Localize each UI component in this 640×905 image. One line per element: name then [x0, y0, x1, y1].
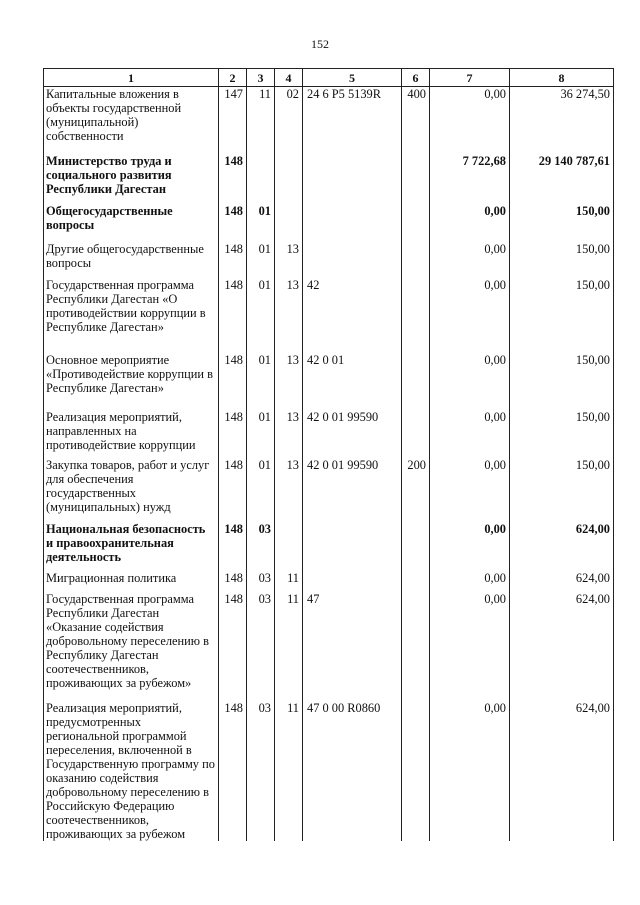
- table-row: [44, 204, 614, 242]
- table-row: [44, 701, 614, 841]
- table-body: [44, 87, 614, 841]
- cell-amount-8: 29 140 787,61: [510, 154, 614, 204]
- cell-subsection: 13: [275, 410, 303, 458]
- cell-name: Государственная программа Республики Дагестан «О противодействии коррупции в Республике Дагестан»: [44, 278, 219, 353]
- table-row: [44, 242, 614, 278]
- cell-expense-type: [402, 154, 430, 204]
- header-col-7: 7: [430, 69, 510, 87]
- table-row: [44, 410, 614, 458]
- cell-amount-8: 624,00: [510, 571, 614, 592]
- cell-name: Закупка товаров, работ и услуг для обеспечения государственных (муниципальных) нужд: [44, 458, 219, 522]
- table-row: [44, 458, 614, 522]
- cell-target-article: 47: [303, 592, 402, 701]
- cell-amount-7: 0,00: [430, 204, 510, 242]
- cell-admin-code: 148: [219, 154, 247, 204]
- cell-expense-type: [402, 522, 430, 571]
- cell-admin-code: 148: [219, 571, 247, 592]
- cell-name: Основное мероприятие «Противодействие коррупции в Республике Дагестан»: [44, 353, 219, 410]
- header-col-3: 3: [247, 69, 275, 87]
- cell-subsection: [275, 204, 303, 242]
- cell-amount-7: 0,00: [430, 278, 510, 353]
- cell-admin-code: 148: [219, 592, 247, 701]
- cell-name: Государственная программа Республики Дагестан «Оказание содействия добровольному переселению в Республику Дагестан соотечественников, проживающих за рубежом»: [44, 592, 219, 701]
- cell-target-article: [303, 204, 402, 242]
- cell-section: 01: [247, 458, 275, 522]
- cell-name: Реализация мероприятий, предусмотренных региональной программой переселения, включенной в Государственную программу по оказанию содействия добровольному переселению в Российскую Федерацию соотечественников, проживающих за рубежом: [44, 701, 219, 841]
- cell-admin-code: 148: [219, 458, 247, 522]
- cell-section: 01: [247, 204, 275, 242]
- cell-amount-8: 150,00: [510, 242, 614, 278]
- cell-amount-7: 0,00: [430, 458, 510, 522]
- cell-amount-8: 150,00: [510, 410, 614, 458]
- budget-table: [43, 68, 614, 841]
- cell-amount-8: 624,00: [510, 522, 614, 571]
- table-row: [44, 278, 614, 353]
- cell-amount-7: 0,00: [430, 701, 510, 841]
- cell-section: 03: [247, 571, 275, 592]
- page-number: 152: [311, 37, 329, 51]
- header-col-4: 4: [275, 69, 303, 87]
- header-col-8: 8: [510, 69, 614, 87]
- cell-amount-8: 624,00: [510, 592, 614, 701]
- header-col-2: 2: [219, 69, 247, 87]
- cell-target-article: 24 6 P5 5139R: [303, 87, 402, 154]
- cell-target-article: 47 0 00 R0860: [303, 701, 402, 841]
- table-row: [44, 592, 614, 701]
- cell-section: 03: [247, 522, 275, 571]
- cell-amount-8: 624,00: [510, 701, 614, 841]
- table-row: [44, 522, 614, 571]
- cell-amount-7: 0,00: [430, 522, 510, 571]
- table-row: [44, 571, 614, 592]
- cell-target-article: 42: [303, 278, 402, 353]
- header-col-1: 1: [44, 69, 219, 87]
- cell-target-article: 42 0 01 99590: [303, 458, 402, 522]
- cell-admin-code: 147: [219, 87, 247, 154]
- cell-target-article: [303, 522, 402, 571]
- cell-admin-code: 148: [219, 242, 247, 278]
- table-row: [44, 154, 614, 204]
- cell-amount-7: 0,00: [430, 242, 510, 278]
- cell-amount-8: 150,00: [510, 458, 614, 522]
- cell-amount-8: 150,00: [510, 204, 614, 242]
- cell-subsection: 13: [275, 278, 303, 353]
- cell-amount-8: 36 274,50: [510, 87, 614, 154]
- cell-section: 01: [247, 242, 275, 278]
- cell-admin-code: 148: [219, 522, 247, 571]
- cell-amount-7: 0,00: [430, 571, 510, 592]
- cell-section: [247, 154, 275, 204]
- cell-admin-code: 148: [219, 410, 247, 458]
- header-col-6: 6: [402, 69, 430, 87]
- cell-section: 01: [247, 353, 275, 410]
- cell-section: 01: [247, 278, 275, 353]
- table-row: [44, 87, 614, 154]
- cell-expense-type: [402, 592, 430, 701]
- cell-target-article: 42 0 01 99590: [303, 410, 402, 458]
- cell-expense-type: [402, 701, 430, 841]
- cell-expense-type: [402, 410, 430, 458]
- cell-name: Министерство труда и социального развития Республики Дагестан: [44, 154, 219, 204]
- header-col-5: 5: [303, 69, 402, 87]
- cell-target-article: [303, 571, 402, 592]
- cell-section: 11: [247, 87, 275, 154]
- cell-subsection: [275, 154, 303, 204]
- cell-amount-7: 0,00: [430, 592, 510, 701]
- cell-admin-code: 148: [219, 204, 247, 242]
- cell-amount-7: 0,00: [430, 410, 510, 458]
- cell-subsection: [275, 522, 303, 571]
- cell-expense-type: 200: [402, 458, 430, 522]
- cell-name: Общегосударственные вопросы: [44, 204, 219, 242]
- cell-subsection: 02: [275, 87, 303, 154]
- table-header: [44, 69, 614, 87]
- cell-name: Миграционная политика: [44, 571, 219, 592]
- cell-section: 03: [247, 701, 275, 841]
- cell-subsection: 13: [275, 458, 303, 522]
- cell-amount-8: 150,00: [510, 353, 614, 410]
- cell-amount-8: 150,00: [510, 278, 614, 353]
- cell-admin-code: 148: [219, 278, 247, 353]
- cell-section: 03: [247, 592, 275, 701]
- cell-amount-7: 0,00: [430, 353, 510, 410]
- cell-name: Национальная безопасность и правоохранительная деятельность: [44, 522, 219, 571]
- cell-name: Реализация мероприятий, направленных на противодействие коррупции: [44, 410, 219, 458]
- cell-name: Другие общегосударственные вопросы: [44, 242, 219, 278]
- cell-subsection: 11: [275, 701, 303, 841]
- cell-expense-type: [402, 571, 430, 592]
- cell-expense-type: [402, 242, 430, 278]
- cell-subsection: 11: [275, 571, 303, 592]
- cell-target-article: 42 0 01: [303, 353, 402, 410]
- cell-admin-code: 148: [219, 701, 247, 841]
- cell-expense-type: [402, 353, 430, 410]
- cell-expense-type: [402, 204, 430, 242]
- cell-expense-type: [402, 278, 430, 353]
- cell-subsection: 13: [275, 353, 303, 410]
- cell-target-article: [303, 154, 402, 204]
- cell-amount-7: 7 722,68: [430, 154, 510, 204]
- cell-target-article: [303, 242, 402, 278]
- cell-subsection: 13: [275, 242, 303, 278]
- cell-name: Капитальные вложения в объекты государственной (муниципальной) собственности: [44, 87, 219, 154]
- cell-subsection: 11: [275, 592, 303, 701]
- cell-section: 01: [247, 410, 275, 458]
- cell-admin-code: 148: [219, 353, 247, 410]
- table-row: [44, 353, 614, 410]
- cell-expense-type: 400: [402, 87, 430, 154]
- cell-amount-7: 0,00: [430, 87, 510, 154]
